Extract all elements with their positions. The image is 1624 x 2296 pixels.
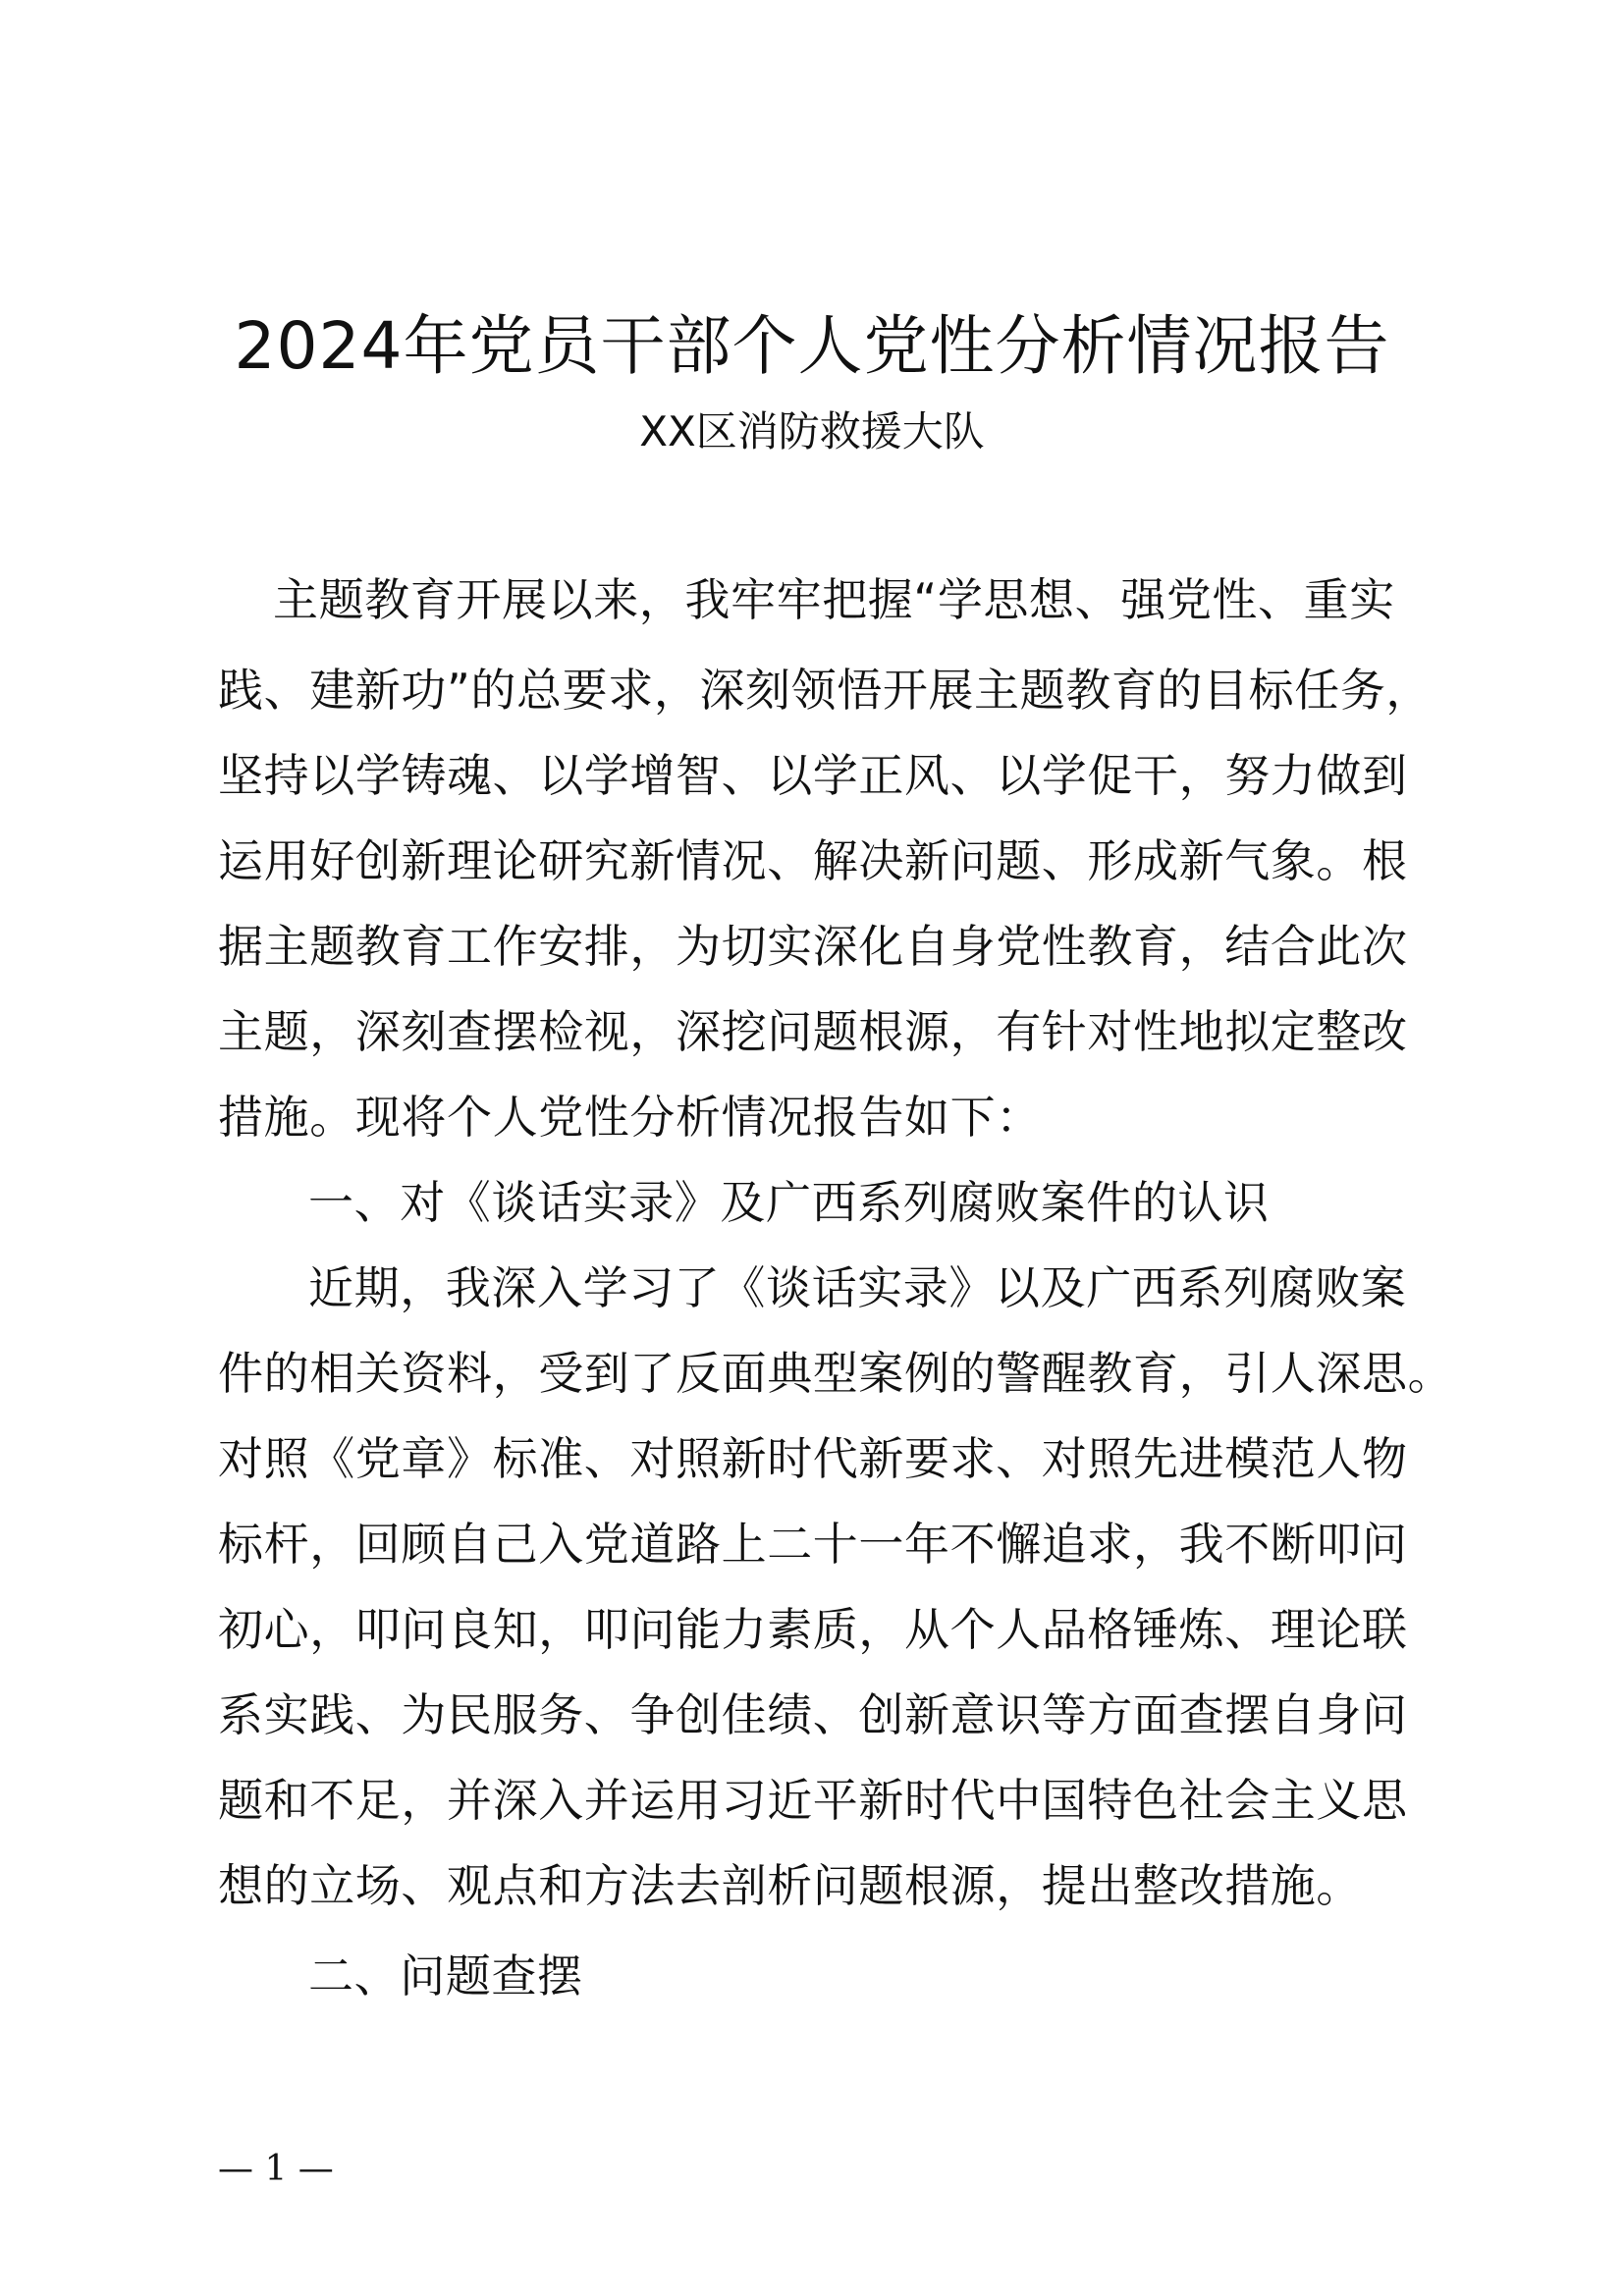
paragraph-line: 措施。现将个人党性分析情况报告如下： [218, 1091, 1042, 1144]
paragraph-line: 题和不足，并深入并运用习近平新时代中国特色社会主义思 [218, 1774, 1408, 1827]
paragraph-line: 坚持以学铸魂、以学增智、以学正风、以学促干，努力做到 [218, 749, 1408, 802]
paragraph-line: 想的立场、观点和方法去剖析问题根源，提出整改措施。 [218, 1859, 1362, 1912]
paragraph-line: 初心，叩问良知，叩问能力素质，从个人品格锤炼、理论联 [218, 1603, 1408, 1656]
section-heading: 二、问题查摆 [308, 1949, 583, 2002]
paragraph-line: 近期，我深入学习了《谈话实录》以及广西系列腐败案 [308, 1261, 1407, 1314]
section-heading: 一、对《谈话实录》及广西系列腐败案件的认识 [308, 1176, 1270, 1229]
paragraph-line: 践、建新功”的总要求，深刻领悟开展主题教育的目标任务， [218, 664, 1433, 717]
page-number: — 1 — [218, 2149, 334, 2189]
paragraph-line: 据主题教育工作安排，为切实深化自身党性教育，结合此次 [218, 920, 1408, 973]
paragraph-line: 系实践、为民服务、争创佳绩、创新意识等方面查摆自身问 [218, 1688, 1408, 1741]
paragraph-line: 运用好创新理论研究新情况、解决新问题、形成新气象。根 [218, 834, 1408, 887]
paragraph-line: 对照《党章》标准、对照新时代新要求、对照先进模范人物 [218, 1432, 1408, 1485]
document-title: 2024年党员干部个人党性分析情况报告 [234, 308, 1390, 384]
paragraph-line: 件的相关资料，受到了反面典型案例的警醒教育，引人深思。 [218, 1347, 1454, 1400]
paragraph-line: 主题教育开展以来，我牢牢把握“学思想、强党性、重实 [273, 573, 1395, 626]
document-subtitle: XX区消防救援大队 [639, 407, 985, 455]
paragraph-line: 主题，深刻查摆检视，深挖问题根源，有针对性地拟定整改 [218, 1005, 1408, 1058]
paragraph-line: 标杆，回顾自己入党道路上二十一年不懈追求，我不断叩问 [218, 1518, 1408, 1571]
